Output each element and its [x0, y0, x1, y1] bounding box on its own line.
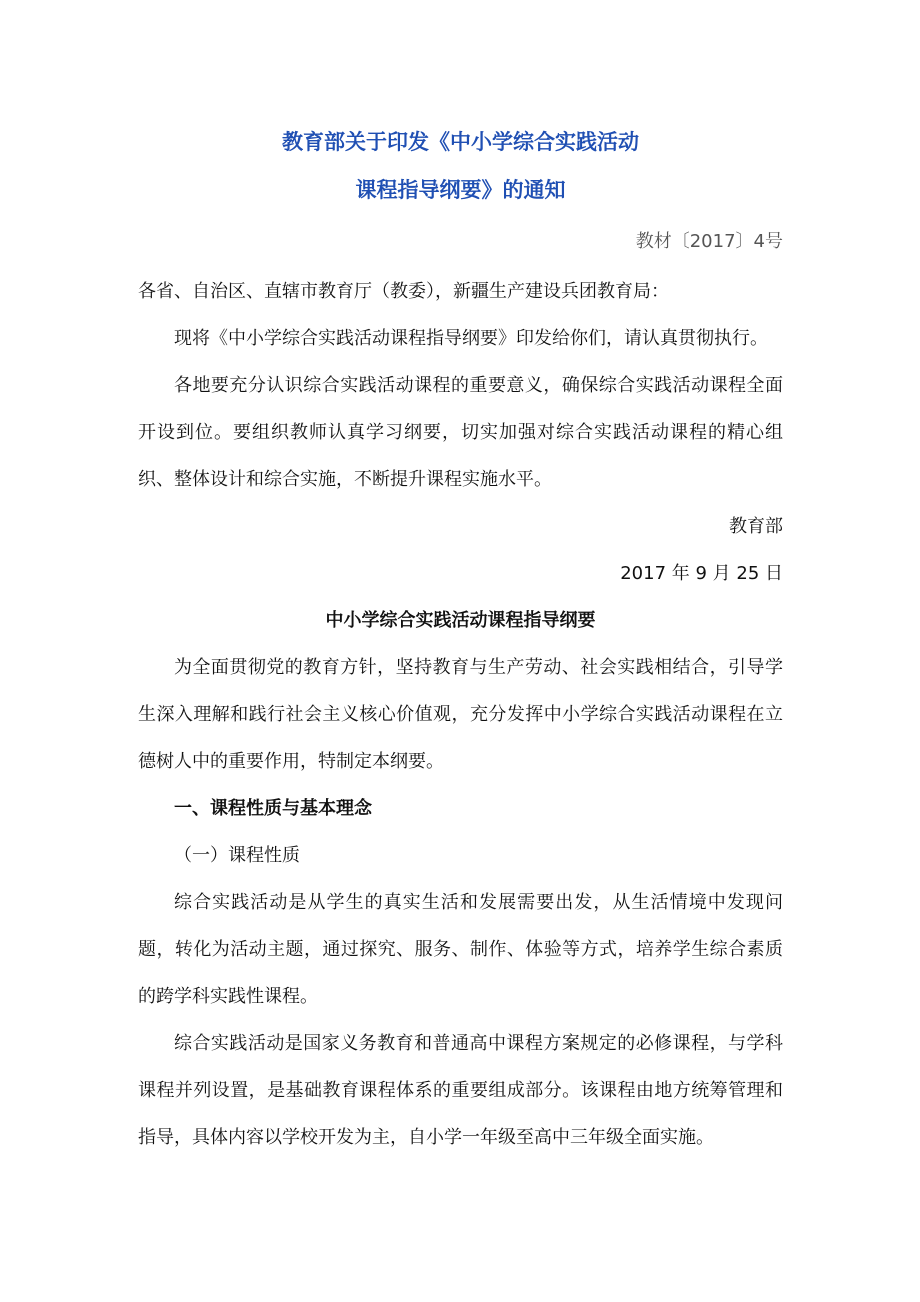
notice-paragraph-1: 现将《中小学综合实践活动课程指导纲要》印发给你们，请认真贯彻执行。	[174, 328, 768, 349]
document-content	[138, 118, 783, 1161]
notice-paragraph-2: 各地要充分认识综合实践活动课程的重要意义，确保综合实践活动课程全面开设到位。要组织教师认真学习纲要，切实加强对综合实践活动课程的精心组织、整体设计和综合实施，不断提升课程实施水平。	[138, 375, 783, 490]
notice-title-line-2: 课程指导纲要》的通知	[355, 178, 566, 202]
notice-title-line-1: 教育部关于印发《中小学综合实践活动	[282, 130, 639, 154]
section-paragraph-1: 综合实践活动是从学生的真实生活和发展需要出发，从生活情境中发现问题，转化为活动主题，通过探究、服务、制作、体验等方式，培养学生综合素质的跨学科实践性课程。	[138, 892, 783, 1007]
notice-title	[138, 118, 783, 214]
document-number: 教材〔2017〕4号	[635, 231, 783, 252]
sub-section-heading: （一）课程性质	[174, 845, 300, 866]
outline-intro: 为全面贯彻党的教育方针，坚持教育与生产劳动、社会实践相结合，引导学生深入理解和践行社会主义核心价值观，充分发挥中小学综合实践活动课程在立德树人中的重要作用，特制定本纲要。	[138, 657, 783, 772]
issuer-signature: 教育部	[729, 516, 783, 537]
outline-title: 中小学综合实践活动课程指导纲要	[325, 610, 596, 631]
section-paragraph-2: 综合实践活动是国家义务教育和普通高中课程方案规定的必修课程，与学科课程并列设置，是基础教育课程体系的重要组成部分。该课程由地方统筹管理和指导，具体内容以学校开发为主，自小学一年级至高中三年级全面实施。	[138, 1033, 783, 1148]
addressee: 各省、自治区、直辖市教育厅（教委），新疆生产建设兵团教育局：	[138, 281, 669, 302]
issue-date: 2017 年 9 月 25 日	[620, 563, 783, 584]
section-heading: 一、课程性质与基本理念	[174, 798, 372, 819]
